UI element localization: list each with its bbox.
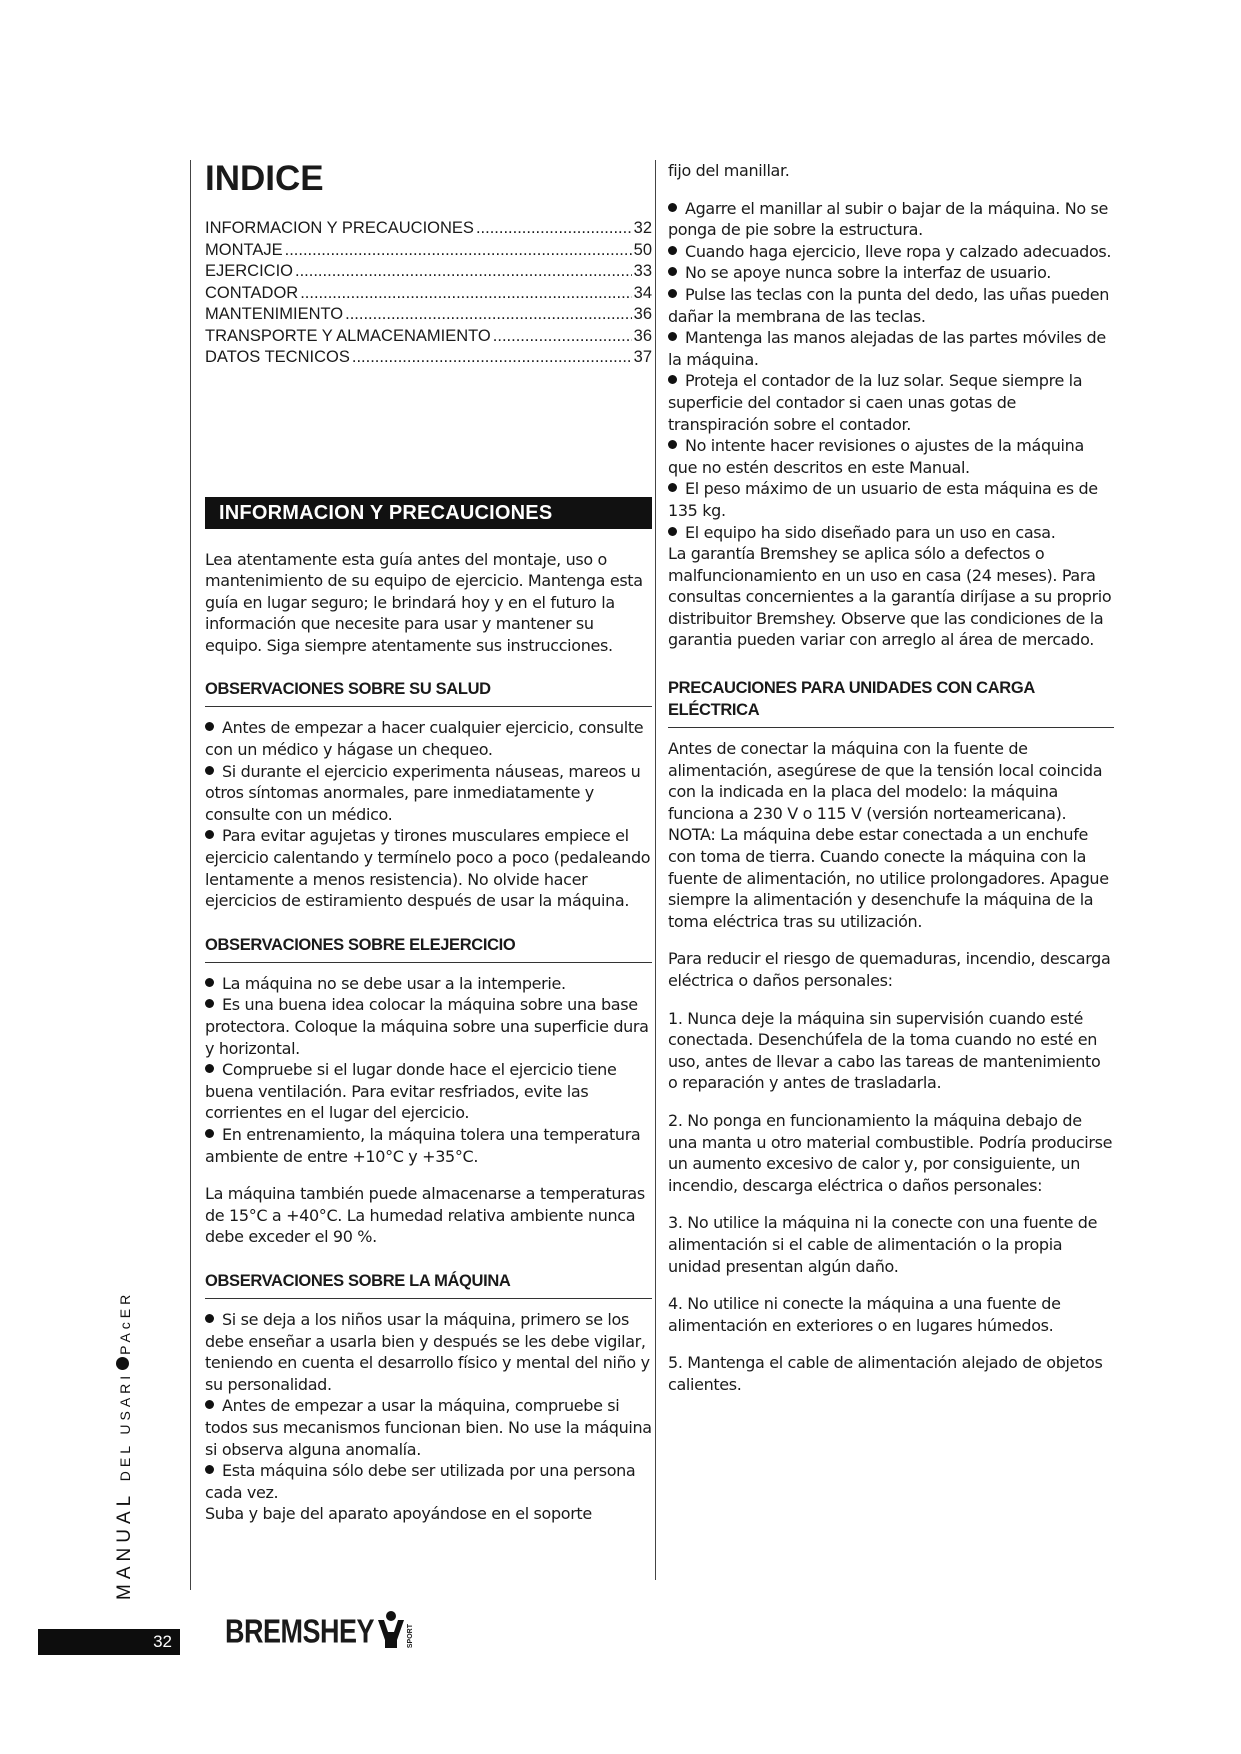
list-item: Cuando haga ejercicio, lleve ropa y calzado adecuados. (668, 241, 1114, 263)
list-item: No intente hacer revisiones o ajustes de la máquina que no estén descritos en este Manual. (668, 436, 1084, 477)
list-item: Para evitar agujetas y tirones musculares empiece el ejercicio calentando y termínelo poco a poco (pedaleando lentamente a menos resistencia). No olvide hacer ejercicios de estiramiento después de usar la máquina. (205, 826, 651, 911)
toc-row[interactable]: MONTAJE ..... 50 (205, 240, 652, 262)
bullet-icon (205, 830, 214, 839)
left-column (190, 160, 652, 1590)
list-item: El equipo ha sido diseñado para un uso en casa. (668, 522, 1114, 544)
toc-row[interactable]: CONTADOR ..... 34 (205, 283, 652, 305)
bullet-icon (205, 722, 214, 731)
exercise-heading: OBSERVACIONES SOBRE ELEJERCICIO (205, 934, 652, 963)
bullet-icon (668, 483, 677, 492)
bullet-icon (668, 527, 677, 536)
numbered-item: 5. Mantenga el cable de alimentación alejado de objetos calientes. (668, 1353, 1103, 1394)
bullet-icon (668, 440, 677, 449)
right-column (655, 160, 1114, 1580)
page-number: 32 (38, 1629, 180, 1655)
list-item: Antes de empezar a hacer cualquier ejercicio, consulte con un médico y hágase un chequeo. (205, 718, 644, 760)
section-header-info: INFORMACION Y PRECAUCIONES (205, 497, 652, 529)
bullet-icon (668, 246, 677, 255)
bullet-icon (205, 1064, 214, 1073)
bullet-icon (668, 289, 677, 298)
list-item: En entrenamiento, la máquina tolera una temperatura ambiente de entre +10°C y +35°C. (205, 1124, 641, 1166)
numbered-item: 3. No utilice la máquina ni la conecte con una fuente de alimentación si el cable de alimentación o la propia unidad presentan algún daño. (668, 1213, 1098, 1276)
list-item: Compruebe si el lugar donde hace el ejercicio tiene buena ventilación. Para evitar resfriados, evite las corrientes en el lugar del ejercicio. (205, 1060, 617, 1123)
brand-logo (225, 1610, 414, 1650)
index-title: INDICE (205, 159, 324, 198)
health-heading: OBSERVACIONES SOBRE SU SALUD (205, 678, 652, 707)
list-item: Es una buena idea colocar la máquina sobre una base protectora. Coloque la máquina sobre una superficie dura y horizontal. (205, 995, 649, 1058)
electrical-heading: PRECAUCIONES PARA UNIDADES CON CARGA ELÉCTRICA (668, 677, 1114, 728)
bullet-icon (668, 375, 677, 384)
list-item: La máquina no se debe usar a la intemperie. (205, 973, 652, 995)
list-item: Esta máquina sólo debe ser utilizada por una persona cada vez. (205, 1461, 636, 1502)
electrical-intro: Antes de conectar la máquina con la fuente de alimentación, asegúrese de que la tensión local coincida con la indicada en la placa del modelo: la máquina funciona a 230 V o 115 V (versión norteamericana). NOTA: La máquina debe estar conectada a un enchufe con toma de tierra. Cuando conecte la máquina con la fuente de alimentación, no utilice prolongadores. Apague siempre la alimentación y desenchufe la máquina de la toma eléctrica tras su utilización. (668, 739, 1109, 931)
list-item: No se apoye nunca sobre la interfaz de usuario. (668, 262, 1114, 284)
storage-note: La máquina también puede almacenarse a temperaturas de 15°C a +40°C. La humedad relativa ambiente nunca debe exceder el 90 %. (205, 1184, 645, 1247)
table-of-contents (205, 218, 652, 369)
toc-row[interactable]: TRANSPORTE Y ALMACENAMIENTO ..... 36 (205, 326, 652, 348)
list-item: Proteja el contador de la luz solar. Seque siempre la superficie del contador si caen unas gotas de transpiración sobre el contador. (668, 371, 1083, 434)
toc-row[interactable]: DATOS TECNICOS ..... 37 (205, 347, 652, 369)
intro-paragraph: Lea atentamente esta guía antes del montaje, uso o mantenimiento de su equipo de ejercicio. Mantenga esta guía en lugar seguro; le brindará hoy y en el futuro la información que necesite para usar y mantener su equipo. Siga siempre atentamente sus instrucciones. (205, 549, 643, 655)
bullet-icon (205, 1465, 214, 1474)
numbered-item: 1. Nunca deje la máquina sin supervisión cuando esté conectada. Desenchúfela de la toma cuando no esté en uso, antes de llevar a cabo las tareas de mantenimiento o reparación y antes de trasladarla. (668, 1008, 1101, 1093)
toc-row[interactable]: EJERCICIO ..... 33 (205, 261, 652, 283)
list-item: Si durante el ejercicio experimenta náuseas, mareos u otros síntomas anormales, pare inmediatamente y consulte con un médico. (205, 761, 641, 824)
bullet-icon (205, 766, 214, 775)
bullet-icon (205, 1129, 214, 1138)
bullet-icon (668, 332, 677, 341)
continuation-text: Suba y baje del aparato apoyándose en el soporte (205, 1504, 592, 1524)
risk-intro: Para reducir el riesgo de quemaduras, incendio, descarga eléctrica o daños personales: (668, 949, 1111, 990)
bullet-icon (668, 267, 677, 276)
bullet-icon (205, 1314, 214, 1323)
toc-row[interactable]: MANTENIMIENTO ..... 36 (205, 304, 652, 326)
brand-name: BREMSHEY (225, 1612, 375, 1650)
list-item: El peso máximo de un usuario de esta máquina es de 135 kg. (668, 479, 1098, 520)
toc-row[interactable]: INFORMACION Y PRECAUCIONES ..... 32 (205, 218, 652, 240)
vertical-manual-label: MANUAL DEL USARIPAcER (114, 1290, 135, 1600)
machine-heading: OBSERVACIONES SOBRE LA MÁQUINA (205, 1270, 652, 1299)
list-item: Agarre el manillar al subir o bajar de la máquina. No se ponga de pie sobre la estructura. (668, 198, 1108, 240)
list-item: Pulse las teclas con la punta del dedo, las uñas pueden dañar la membrana de las teclas. (668, 284, 1110, 326)
numbered-item: 4. No utilice ni conecte la máquina a una fuente de alimentación en exteriores o en lugares húmedos. (668, 1294, 1061, 1335)
circle-icon (116, 1357, 129, 1370)
numbered-item: 2. No ponga en funcionamiento la máquina debajo de una manta u otro material combustible. Podría producirse un aumento excesivo de calor y, por consiguiente, un incendio, descarga eléctrica o daños personales: (668, 1110, 1113, 1195)
bullet-icon (205, 978, 214, 987)
list-item: Antes de empezar a usar la máquina, compruebe si todos sus mecanismos funcionan bien. No use la máquina si observa alguna anomalía. (205, 1396, 652, 1459)
bullet-icon (205, 999, 214, 1008)
continuation-text-right: fijo del manillar. (668, 161, 790, 180)
list-item: Mantenga las manos alejadas de las partes móviles de la máquina. (668, 328, 1106, 369)
list-item: Si se deja a los niños usar la máquina, primero se los debe enseñar a usarla bien y después se les debe vigilar, teniendo en cuenta el desarrollo físico y mental del niño y su personalidad. (205, 1309, 650, 1394)
warranty-paragraph: La garantía Bremshey se aplica sólo a defectos o malfuncionamiento en un uso en casa (24 meses). Para consultas concernientes a la garantía diríjase a su proprio distribuitor Bremshey. Observe que las condiciones de la garantia pueden variar con arreglo al área de mercado. (668, 544, 1112, 650)
brand-sub: SPORT (407, 1623, 415, 1648)
person-icon (376, 1610, 406, 1650)
bullet-icon (205, 1400, 214, 1409)
bullet-icon (668, 203, 677, 212)
